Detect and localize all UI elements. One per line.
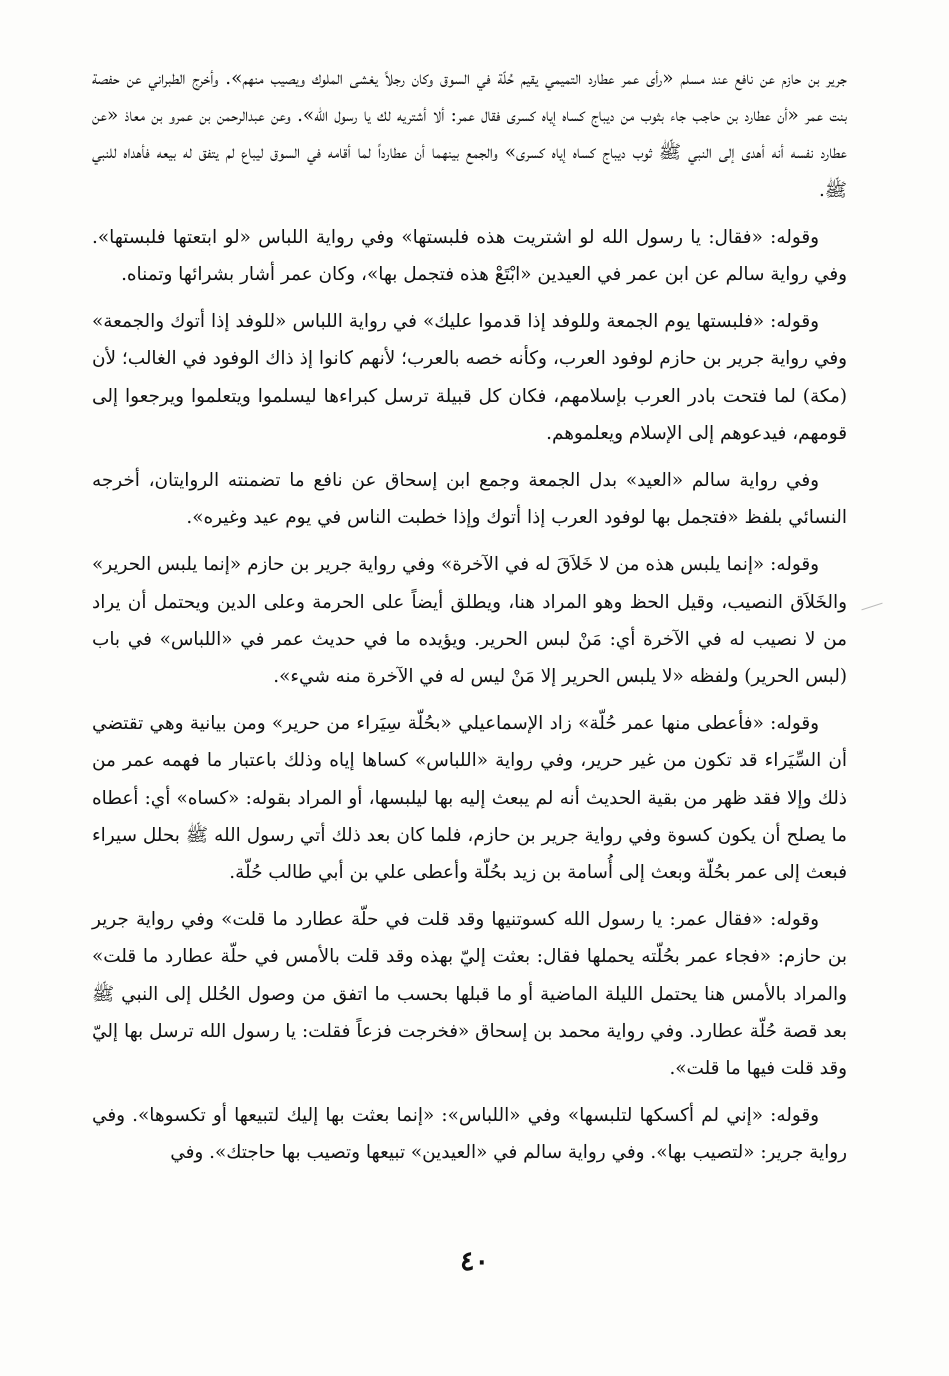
paragraph: وقوله: «فلبستها يوم الجمعة وللوفد إذا قدموا عليك» في رواية اللباس «للوفد إذا أتوك والجمعة» وفي رواية جرير بن حازم لوفود العرب، وكأنه خصه بالعرب؛ لأنهم كانوا إذ ذاك الوفود في الغالب؛ لأن (مكة) لما فتحت بادر العرب بإسلامهم، فكان كل قبيلة ترسل كبراءها ليسلموا ويتعلموا ويرجعوا إلى قومهم، فيدعوهم إلى الإسلام ويعلموهم.	[92, 311, 847, 444]
page-number: ٤٠	[459, 1246, 489, 1277]
page-body	[92, 60, 847, 1172]
paragraph: جرير بن حازم عن نافع عند مسلم «رأى عمر عطارد التميمي يقيم حُلّة في السوق وكان رجلاً يغشى الملوك ويصيب منهم». وأخرج الطبراني عن حفصة بنت عمر «أن عطارد بن حاجب جاء بثوب من ديباج كساه إياه كسرى فقال عمر: ألا أشتريه لك يا رسول الله». وعن عبدالرحمن بن عمرو بن معاذ «عن عطارد نفسه أنه أهدى إلى النبي ﷺ ثوب ديباج كساه إياه كسرى» والجمع بينهما أن عطارداً لما أقامه في السوق ليباع لم يتفق له بيعه فأهداه للنبي ﷺ.	[92, 68, 847, 201]
margin-mark	[861, 603, 882, 611]
paragraph: وقوله: «إنما يلبس هذه من لا خَلاَقَ له في الآخرة» وفي رواية جرير بن حازم «إنما يلبس الحرير» والخَلاَق النصيب، وقيل الحظ وهو المراد هنا، ويطلق أيضاً على الحرمة وعلى الدين ويحتمل أن يراد من لا نصيب له في الآخرة أي: مَنْ لبس الحرير. ويؤيده ما في حديث عمر في «اللباس» في باب (لبس الحرير) ولفظه «لا يلبس الحرير إلا مَنْ ليس له في الآخرة منه شيء».	[92, 554, 847, 688]
paragraph: وقوله: «فقال: يا رسول الله لو اشتريت هذه فلبستها» وفي رواية اللباس «لو ابتعتها فلبستها». وفي رواية سالم عن ابن عمر في العيدين «ابْتَعْ هذه فتجمل بها»، وكان عمر أشار بشرائها وتمناه.	[92, 226, 847, 286]
paragraph: وقوله: «إني لم أكسكها لتلبسها» وفي «اللباس»: «إنما بعثت بها إليك لتبيعها أو تكسوها». وفي رواية جرير: «لتصيب بها». وفي رواية سالم في «العيدين» تبيعها وتصيب بها حاجتك». وفي	[92, 1105, 847, 1164]
paragraph: وقوله: «فأعطى منها عمر حُلّة» زاد الإسماعيلي «بحُلّة سِيَراء من حرير» ومن بيانية وهي تقتضي أن السِّيَراء قد تكون من غير حرير، وفي رواية «اللباس» كساها إياه وذلك باعتبار ما فهمه عمر من ذلك وإلا فقد ظهر من بقية الحديث أنه لم يبعث إليه بها ليلبسها، أو المراد بقوله: «كساه» أي: أعطاه ما يصلح أن يكون كسوة وفي رواية جرير بن حازم، فلما كان بعد ذلك أتي رسول الله ﷺ بحلل سيراء فبعث إلى عمر بحُلّة وبعث إلى أُسامة بن زيد بحُلّة وأعطى علي بن أبي طالب حُلّة.	[92, 713, 847, 884]
paragraph: وقوله: «فقال عمر: يا رسول الله كسوتنيها وقد قلت في حلّة عطارد ما قلت» وفي رواية جرير بن حازم: «فجاء عمر بحُلّته يحملها فقال: بعثت إليّ بهذه وقد قلت بالأمس في حلّة عطارد ما قلت» والمراد بالأمس هنا يحتمل الليلة الماضية أو ما قبلها بحسب ما اتفق من وصول الحُلل إلى النبي ﷺ بعد قصة حُلّة عطارد. وفي رواية محمد بن إسحاق «فخرجت فزعاً فقلت: يا رسول الله ترسل بها إليّ وقد قلت فيها ما قلت».	[92, 909, 847, 1080]
paragraph: وفي رواية سالم «العيد» بدل الجمعة وجمع ابن إسحاق عن نافع ما تضمنته الروايتان، أخرجه النسائي بلفظ «فتجمل بها لوفود العرب إذا أتوك وإذا خطبت الناس في يوم عيد وغيره».	[92, 470, 847, 529]
